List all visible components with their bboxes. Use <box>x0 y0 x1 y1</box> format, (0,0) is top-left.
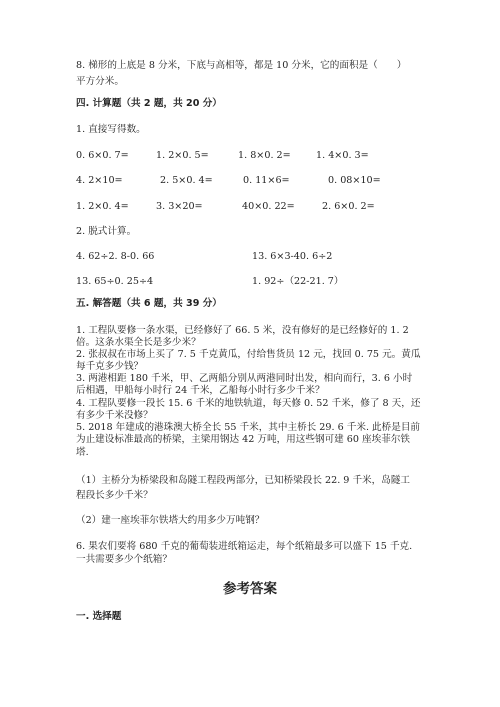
grid-cell: 4. 2×10= <box>76 175 123 186</box>
answers-subheading: 一. 选择题 <box>76 611 122 622</box>
section4-sub1: 1. 直接写得数。 <box>76 124 146 135</box>
section4-heading: 四. 计算题（共 2 题，共 20 分） <box>76 98 222 109</box>
calc-cell: 4. 62÷2. 8-0. 66 <box>76 251 155 262</box>
problem-line: 后相遇，甲船每小时行 24 千米，乙船每小时行多少千米？ <box>76 385 325 396</box>
grid-cell: 1. 2×0. 4= <box>76 201 129 212</box>
grid-cell: 40×0. 22= <box>242 201 295 212</box>
q5-part2: （2）建一座埃菲尔铁塔大约用多少万吨钢？ <box>76 515 265 526</box>
calc-cell: 1. 92÷（22-21. 7） <box>252 276 344 287</box>
problem-line: 为止建设标准最高的桥梁，主梁用钢达 42 万吨，用这些钢可建 60 座埃菲尔铁 <box>76 434 411 445</box>
section5-heading: 五. 解答题（共 6 题，共 39 分） <box>76 298 222 309</box>
problem-line: 4. 工程队要修一段长 15. 6 千米的地铁轨道，每天修 0. 52 千米，修了 8 天，还 <box>76 398 421 409</box>
problem-line: 5. 2018 年建成的港珠澳大桥全长 55 千米，其中主桥长 29. 6 千米. 此桥是目前 <box>76 422 421 433</box>
grid-cell: 2. 6×0. 2= <box>322 201 375 212</box>
q5-part1-line2: 程段长多少千米？ <box>76 490 153 501</box>
calc-cell: 13. 6×3-40. 6÷2 <box>252 251 333 262</box>
problem-line: 有多少千米没修？ <box>76 410 153 421</box>
grid-cell: 3. 3×20= <box>156 201 203 212</box>
q5-part1-line1: （1）主桥分为桥梁段和岛隧工程段两部分，已知桥梁段长 22. 9 千米，岛隧工 <box>76 475 411 486</box>
problem-line: 每千克多少钱？ <box>76 361 144 372</box>
section4-sub2: 2. 脱式计算。 <box>76 226 137 237</box>
grid-cell: 0. 11×6= <box>243 175 290 186</box>
q8-line1: 8. 梯形的上底是 8 分米，下底与高相等，都是 10 分米，它的面积是（ ） <box>76 60 407 71</box>
problem-line: 塔. <box>76 447 89 458</box>
calc-cell: 13. 65÷0. 25÷4 <box>76 276 154 287</box>
grid-cell: 1. 4×0. 3= <box>316 150 369 161</box>
grid-cell: 2. 5×0. 4= <box>160 175 213 186</box>
problem-line: 1. 工程队要修一条水渠，已经修好了 66. 5 米，没有修好的是已经修好的 1. 2 <box>76 325 409 336</box>
grid-cell: 1. 2×0. 5= <box>156 150 209 161</box>
problem-line: 2. 张叔叔在市场上买了 7. 5 千克黄瓜，付给售货员 12 元，找回 0. 75 元。黄瓜 <box>76 349 421 360</box>
problem-line: 3. 两港相距 180 千米，甲、乙两船分别从两港同时出发，相向而行，3. 6 小时 <box>76 373 413 384</box>
q6-line2: 一共需要多少个纸箱？ <box>76 554 172 565</box>
grid-cell: 0. 08×10= <box>328 175 381 186</box>
answers-title: 参考答案 <box>223 581 277 597</box>
q6-line1: 6. 果农们要将 680 千克的葡萄装进纸箱运走，每个纸箱最多可以盛下 15 千克. <box>76 541 413 552</box>
q8-line2: 平方分米。 <box>76 76 124 87</box>
grid-cell: 0. 6×0. 7= <box>76 150 129 161</box>
grid-cell: 1. 8×0. 2= <box>238 150 291 161</box>
problem-line: 倍。这条水渠全长是多少米？ <box>76 337 201 348</box>
